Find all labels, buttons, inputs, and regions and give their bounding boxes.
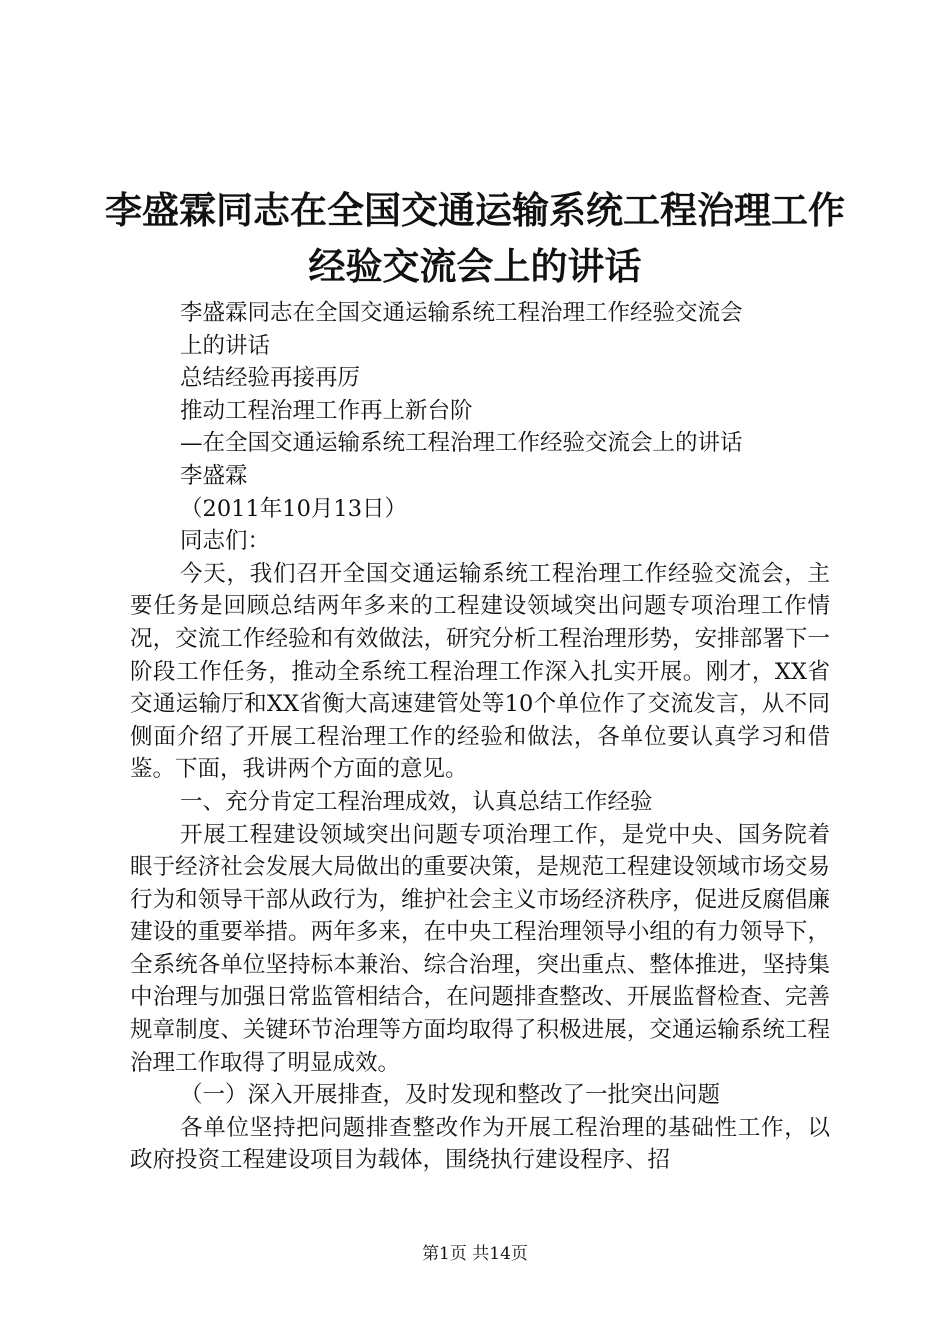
salutation: 同志们：: [180, 528, 271, 555]
section-heading: 一、充分肯定工程治理成效，认真总结工作经验: [180, 788, 653, 815]
paragraph: 今天，我们召开全国交通运输系统工程治理工作经验交流会，主要任务是回顾总结两年多来的工程建设领域突出问题专项治理工作情况，交流工作经验和有效做法，研究分析工程治理形势，安排部署下一阶段工作任务，推动全系统工程治理工作深入扎实开展。刚才，XX省交通运输厅和XX省衡大高速建管处等10个单位作了交流发言，从不同侧面介绍了开展工程治理工作的经验和做法，各单位要认真学习和借鉴。下面，我讲两个方面的意见。: [130, 560, 830, 783]
paragraph: 各单位坚持把问题排查整改作为开展工程治理的基础性工作，以政府投资工程建设项目为载体，围绕执行建设程序、招: [130, 1114, 830, 1174]
document-title-line-2: 经验交流会上的讲话: [308, 245, 642, 288]
header-line: 李盛霖同志在全国交通运输系统工程治理工作经验交流会: [180, 300, 743, 326]
header-line: 上的讲话: [180, 332, 271, 359]
document-title-line-1: 李盛霖同志在全国交通运输系统工程治理工作: [105, 189, 845, 232]
header-line: 推动工程治理工作再上新台阶: [180, 397, 473, 424]
subsection-heading: （一）深入开展排查，及时发现和整改了一批突出问题: [180, 1082, 721, 1109]
header-line: 总结经验再接再厉: [180, 365, 361, 392]
page-number-footer: 第1页 共14页: [422, 1244, 528, 1264]
header-line: —在全国交通运输系统工程治理工作经验交流会上的讲话: [180, 430, 743, 457]
speaker-name: 李盛霖: [180, 462, 248, 489]
speech-date: （2011年10月13日）: [180, 495, 408, 522]
paragraph: 开展工程建设领域突出问题专项治理工作，是党中央、国务院着眼于经济社会发展大局做出的重要决策，是规范工程建设领域市场交易行为和领导干部从政行为，维护社会主义市场经济秩序，促进反腐倡廉建设的重要举措。两年多来，在中央工程治理领导小组的有力领导下，全系统各单位坚持标本兼治、综合治理，突出重点、整体推进，坚持集中治理与加强日常监管相结合，在问题排查整改、开展监督检查、完善规章制度、关键环节治理等方面均取得了积极进展，交通运输系统工程治理工作取得了明显成效。: [130, 821, 830, 1076]
document-body: [130, 297, 830, 1177]
